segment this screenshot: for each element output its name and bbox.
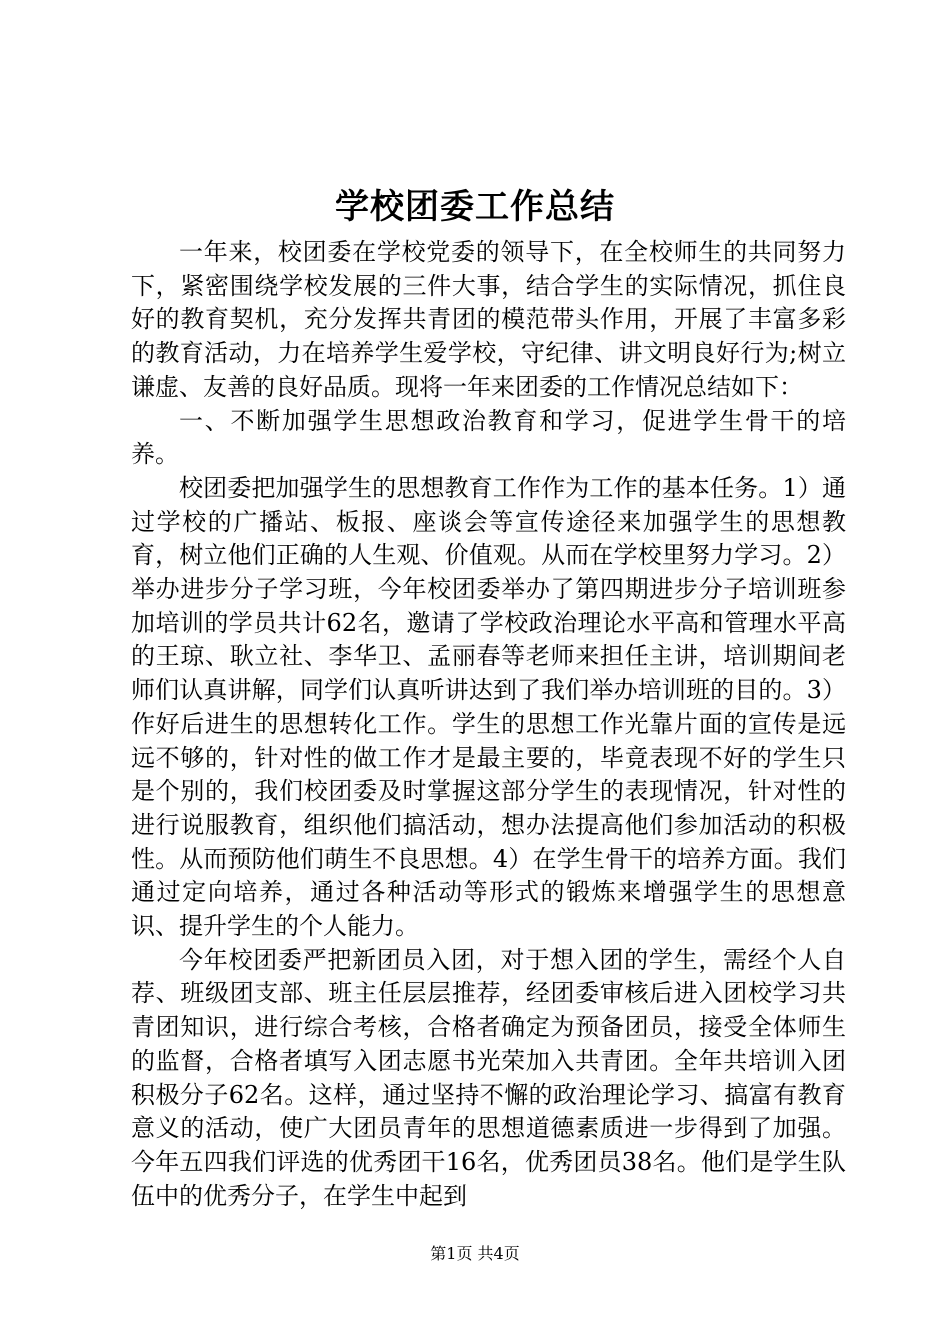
paragraph-ideological-education: 校团委把加强学生的思想教育工作作为工作的基本任务。1）通过学校的广播站、板报、座谈会等宣传途径来加强学生的思想教育，树立他们正确的人生观、价值观。从而在学校里努力学习。2）举办进步分子学习班，今年校团委举办了第四期进步分子培训班参加培训的学员共计62名，邀请了学校政治理论水平高和管理水平高的王琼、耿立社、李华卫、孟丽春等老师来担任主讲，培训期间老师们认真讲解，同学们认真听讲达到了我们举办培训班的目的。3）作好后进生的思想转化工作。学生的思想工作光靠片面的宣传是远远不够的，针对性的做工作才是最主要的，毕竟表现不好的学生只是个别的，我们校团委及时掌握这部分学生的表现情况，针对性的进行说服教育，组织他们搞活动，想办法提高他们参加活动的积极性。从而预防他们萌生不良思想。4）在学生骨干的培养方面。我们通过定向培养，通过各种活动等形式的锻炼来增强学生的思想意识、提升学生的个人能力。	[131, 473, 846, 941]
page-number-footer: 第1页 共4页	[430, 1244, 520, 1263]
document-body	[131, 236, 846, 1213]
paragraph-intro: 一年来，校团委在学校党委的领导下，在全校师生的共同努力下，紧密围绕学校发展的三件大事，结合学生的实际情况，抓住良好的教育契机，充分发挥共青团的模范带头作用，开展了丰富多彩的教育活动，力在培养学生爱学校，守纪律、讲文明良好行为;树立谦虚、友善的良好品质。现将一年来团委的工作情况总结如下：	[131, 238, 846, 401]
paragraph-new-members: 今年校团委严把新团员入团，对于想入团的学生，需经个人自荐、班级团支部、班主任层层推荐，经团委审核后进入团校学习共青团知识，进行综合考核，合格者确定为预备团员，接受全体师生的监督，合格者填写入团志愿书光荣加入共青团。全年共培训入团积极分子62名。这样，通过坚持不懈的政治理论学习、搞富有教育意义的活动，使广大团员青年的思想道德素质进一步得到了加强。今年五四我们评选的优秀团干16名，优秀团员38名。他们是学生队伍中的优秀分子，在学生中起到	[131, 945, 846, 1210]
document-title: 学校团委工作总结	[335, 187, 615, 227]
paragraph-section-heading: 一、不断加强学生思想政治教育和学习，促进学生骨干的培养。	[131, 406, 846, 469]
